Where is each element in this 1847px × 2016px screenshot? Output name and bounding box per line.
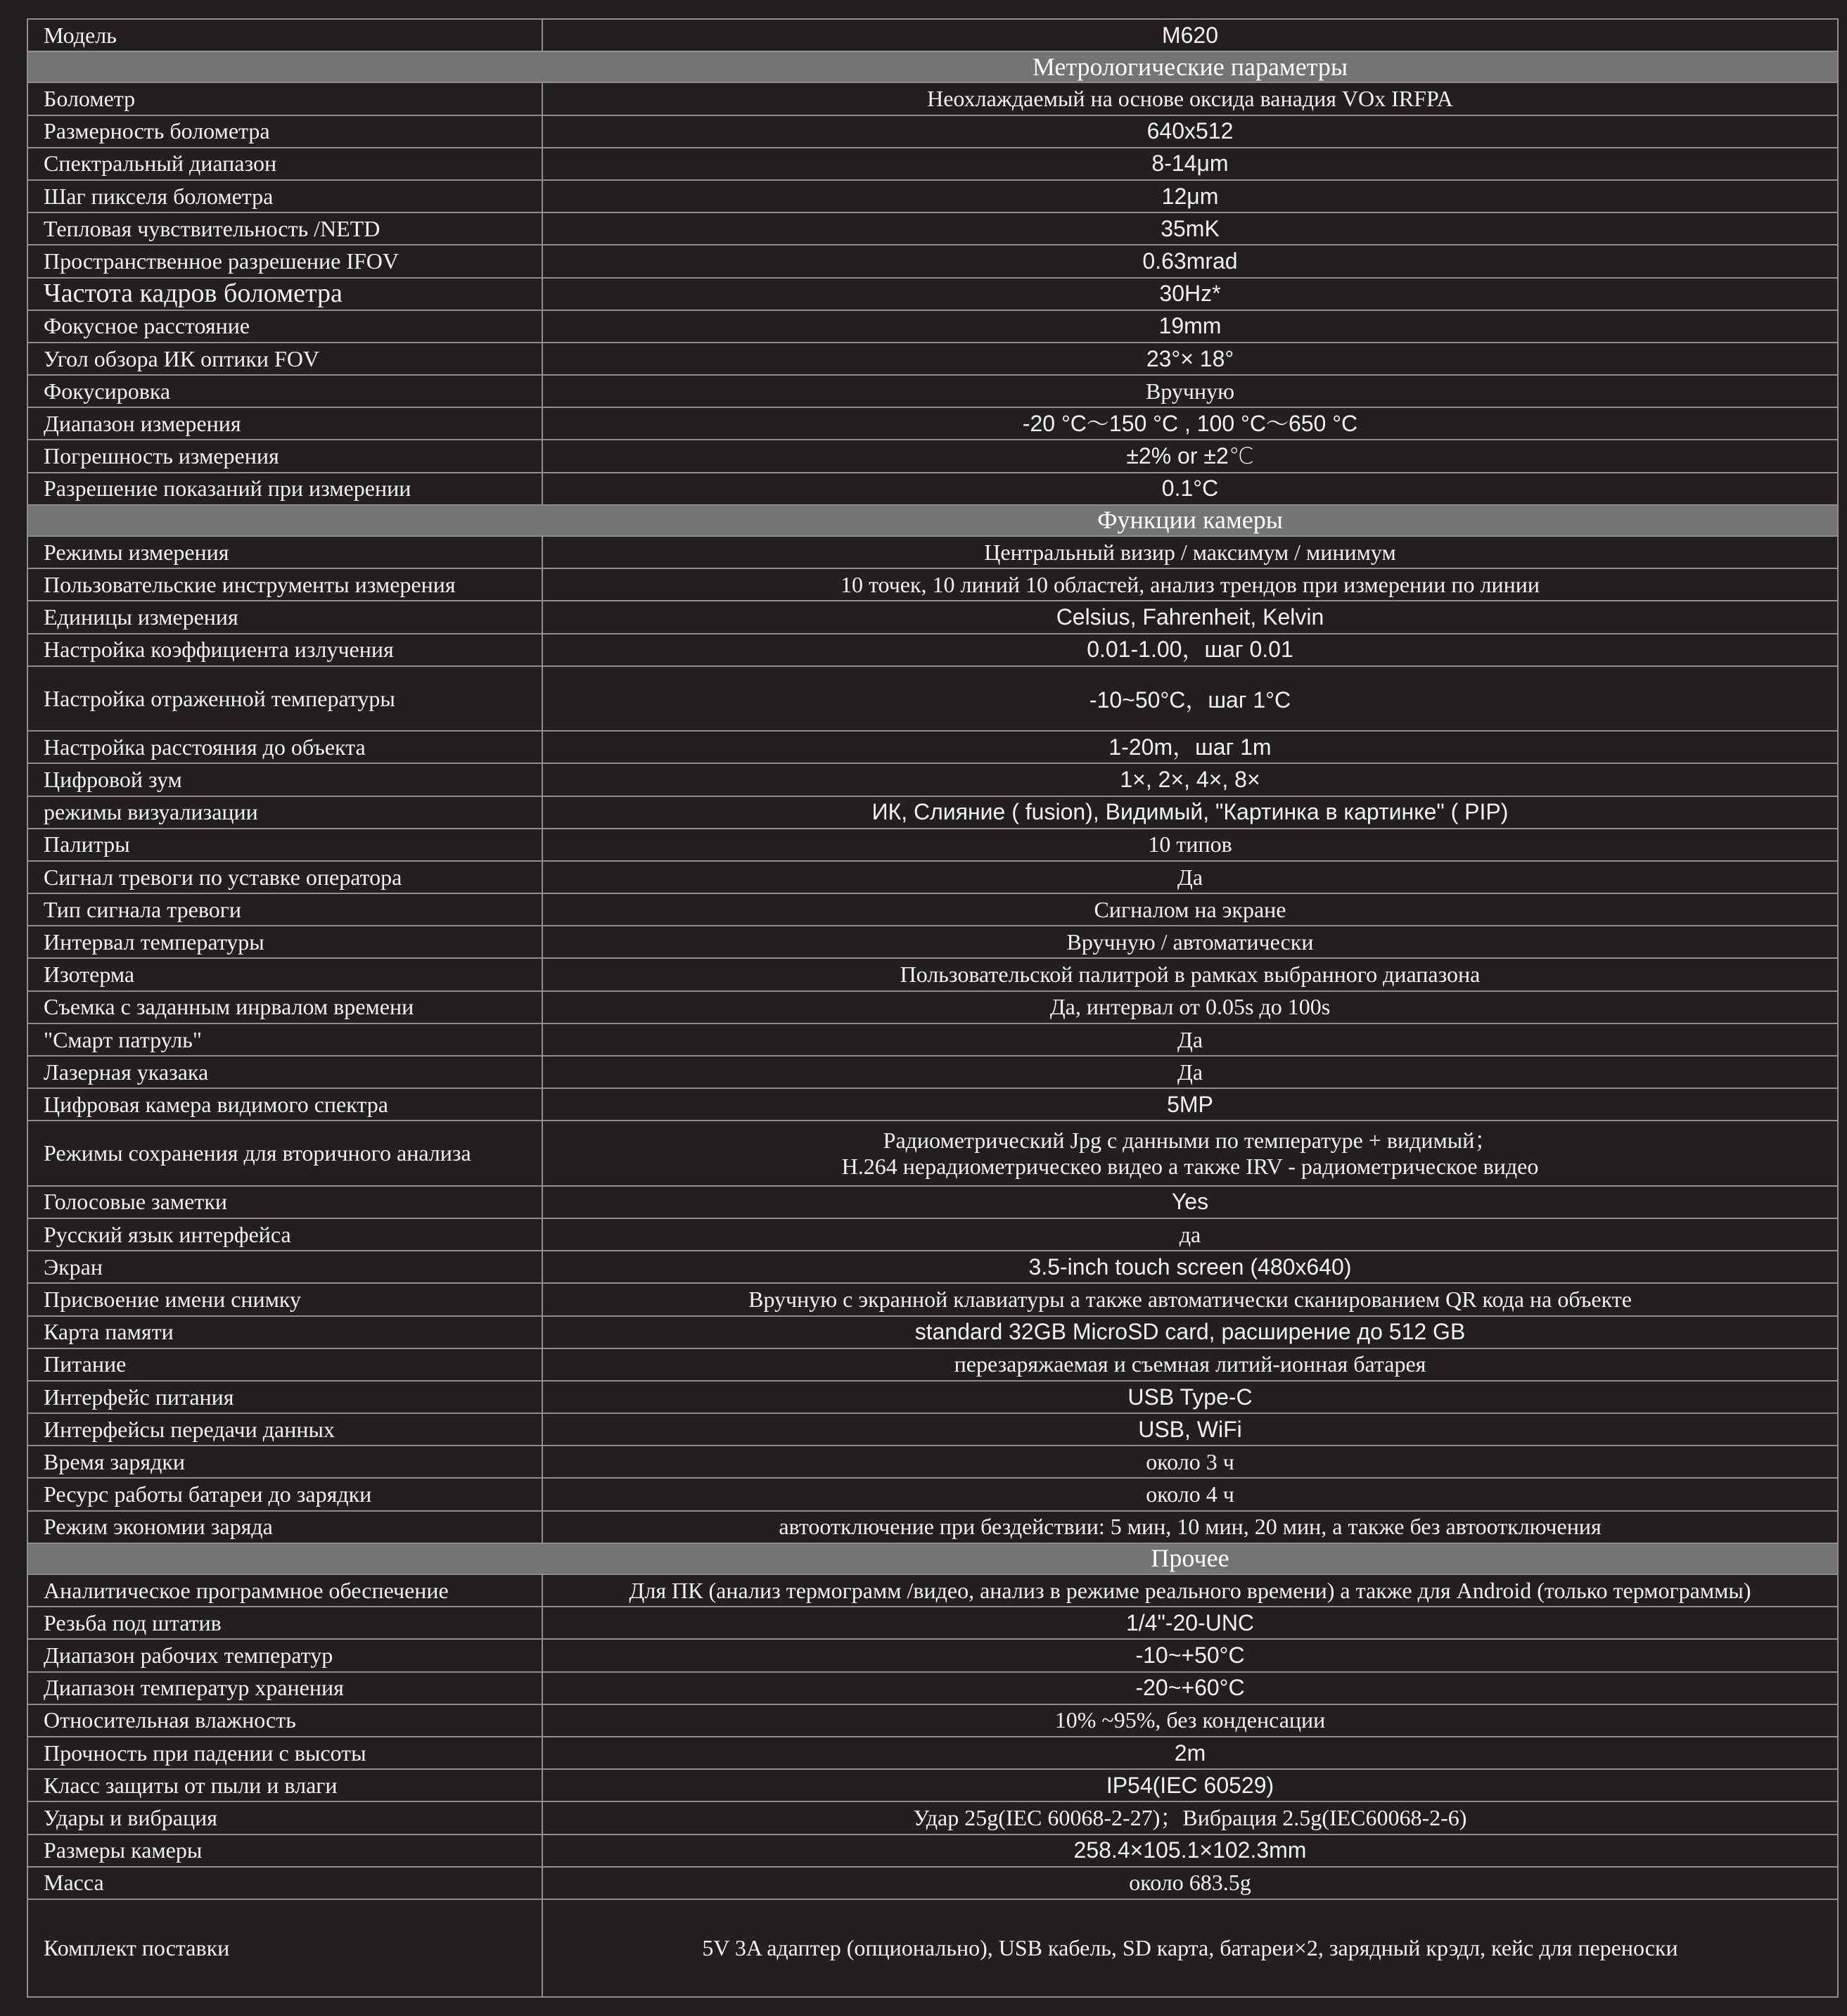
spec-row (27, 1186, 1838, 1218)
spec-label: Карта памяти (27, 1316, 542, 1348)
spec-row (27, 601, 1838, 633)
spec-label: Класс защиты от пыли и влаги (27, 1769, 542, 1801)
section-title: Прочее (27, 1543, 1838, 1574)
spec-value: 0.63mrad (542, 245, 1838, 277)
model-value: M620 (542, 19, 1838, 51)
spec-label: Удары и вибрация (27, 1801, 542, 1834)
spec-value: Вручную (542, 375, 1838, 407)
spec-row (27, 1316, 1838, 1348)
section-header (27, 51, 1838, 82)
spec-value: Неохлаждаемый на основе оксида ванадия VOx IRFPA (542, 82, 1838, 115)
spec-row (27, 666, 1838, 731)
spec-value: 640x512 (542, 115, 1838, 148)
spec-row (27, 1574, 1838, 1607)
section-header (27, 1543, 1838, 1574)
spec-row (27, 180, 1838, 212)
spec-row (27, 1899, 1838, 1997)
spec-row (27, 1801, 1838, 1834)
spec-label: Тепловая чувствительность /NETD (27, 212, 542, 245)
spec-value: перезаряжаемая и съемная литий-ионная батарея (542, 1348, 1838, 1381)
spec-value: Вручную / автоматически (542, 926, 1838, 958)
spec-row (27, 1867, 1838, 1899)
spec-row (27, 926, 1838, 958)
spec-label: Тип сигнала тревоги (27, 893, 542, 926)
spec-row (27, 82, 1838, 115)
spec-row (27, 148, 1838, 180)
spec-label: Интерфейс питания (27, 1381, 542, 1413)
spec-label: Аналитическое программное обеспечение (27, 1574, 542, 1607)
spec-value: ±2% or ±2℃ (542, 440, 1838, 472)
spec-label: Пользовательские инструменты измерения (27, 568, 542, 601)
spec-row (27, 1283, 1838, 1315)
spec-value: 2m (542, 1737, 1838, 1769)
spec-label: Цифровой зум (27, 763, 542, 796)
spec-row (27, 212, 1838, 245)
spec-value: Для ПК (анализ термограмм /видео, анализ в режиме реального времени) а также для Android (только термограммы) (542, 1574, 1838, 1607)
spec-value: standard 32GB MicroSD card, расширение до 512 GB (542, 1316, 1838, 1348)
spec-value: 35mK (542, 212, 1838, 245)
spec-label: Русский язык интерфейса (27, 1218, 542, 1251)
spec-value: 19mm (542, 310, 1838, 343)
spec-value: 23°× 18° (542, 343, 1838, 375)
spec-value: около 4 ч (542, 1478, 1838, 1510)
spec-value: USB, WiFi (542, 1413, 1838, 1446)
spec-value: 3.5-inch touch screen (480x640) (542, 1251, 1838, 1283)
spec-label: Настройка коэффициента излучения (27, 634, 542, 666)
spec-value: Да, интервал от 0.05s до 100s (542, 991, 1838, 1023)
spec-label: Относительная влажность (27, 1704, 542, 1737)
spec-row (27, 1381, 1838, 1413)
spec-label: Комплект поставки (27, 1899, 542, 1997)
spec-value: 5MP (542, 1088, 1838, 1121)
spec-row (27, 1413, 1838, 1446)
spec-label: Диапазон температур хранения (27, 1672, 542, 1704)
spec-row (27, 1737, 1838, 1769)
spec-label: Интерфейсы передачи данных (27, 1413, 542, 1446)
spec-row (27, 1704, 1838, 1737)
spec-row (27, 1218, 1838, 1251)
spec-value: Пользовательской палитрой в рамках выбранного диапазона (542, 958, 1838, 990)
spec-row (27, 1446, 1838, 1478)
spec-value: да (542, 1218, 1838, 1251)
spec-value: ИК, Слияние ( fusion), Видимый, "Картинка в картинке" ( PIP) (542, 796, 1838, 829)
spec-value: 0.01-1.00，шаг 0.01 (542, 634, 1838, 666)
spec-value (542, 1121, 1838, 1185)
spec-row (27, 1511, 1838, 1543)
spec-label: Время зарядки (27, 1446, 542, 1478)
spec-label: Погрешность измерения (27, 440, 542, 472)
spec-value-line: Радиометрический Jpg с данными по температуре + видимый； (883, 1127, 1497, 1153)
spec-row (27, 1607, 1838, 1639)
spec-row (27, 1023, 1838, 1056)
spec-label: Спектральный диапазон (27, 148, 542, 180)
spec-label: Голосовые заметки (27, 1186, 542, 1218)
spec-value: 8-14μm (542, 148, 1838, 180)
section-header (27, 505, 1838, 536)
spec-label: Пространственное разрешение IFOV (27, 245, 542, 277)
spec-row (27, 310, 1838, 343)
section-title: Функции камеры (27, 505, 1838, 536)
spec-label: Фокусировка (27, 375, 542, 407)
spec-value-line: H.264 нерадиометрическео видео а также IRV - радиометрическое видео (841, 1153, 1539, 1179)
spec-label: Диапазон измерения (27, 407, 542, 440)
spec-row (27, 1639, 1838, 1671)
spec-row (27, 1835, 1838, 1867)
spec-row (27, 731, 1838, 763)
spec-label: Ресурс работы батареи до зарядки (27, 1478, 542, 1510)
spec-label: Экран (27, 1251, 542, 1283)
spec-label: Режим экономии заряда (27, 1511, 542, 1543)
spec-value: около 683.5g (542, 1867, 1838, 1899)
spec-row (27, 536, 1838, 568)
spec-row (27, 1088, 1838, 1121)
spec-row (27, 245, 1838, 277)
spec-row (27, 115, 1838, 148)
spec-label: Размерность болометра (27, 115, 542, 148)
spec-value: 10 типов (542, 829, 1838, 861)
spec-value: Да (542, 1023, 1838, 1056)
spec-row (27, 1121, 1838, 1185)
spec-value: Удар 25g(IEC 60068-2-27)；Вибрация 2.5g(IEC60068-2-6) (542, 1801, 1838, 1834)
spec-row (27, 861, 1838, 893)
spec-value: Центральный визир / максимум / минимум (542, 536, 1838, 568)
spec-label: "Смарт патруль" (27, 1023, 542, 1056)
spec-label: Масса (27, 1867, 542, 1899)
spec-row (27, 568, 1838, 601)
spec-label: Единицы измерения (27, 601, 542, 633)
spec-row (27, 763, 1838, 796)
spec-value: -20~+60°C (542, 1672, 1838, 1704)
spec-row (27, 1672, 1838, 1704)
spec-label: Шаг пикселя болометра (27, 180, 542, 212)
spec-row (27, 1769, 1838, 1801)
spec-value: Celsius, Fahrenheit, Kelvin (542, 601, 1838, 633)
spec-row (27, 991, 1838, 1023)
spec-value: 10% ~95%, без конденсации (542, 1704, 1838, 1737)
spec-label: режимы визуализации (27, 796, 542, 829)
spec-value: Да (542, 861, 1838, 893)
model-label: Модель (27, 19, 542, 51)
spec-value: 1×, 2×, 4×, 8× (542, 763, 1838, 796)
spec-label: Цифровая камера видимого спектра (27, 1088, 542, 1121)
spec-value: -10~+50°C (542, 1639, 1838, 1671)
spec-label: Фокусное расстояние (27, 310, 542, 343)
spec-row (27, 958, 1838, 990)
spec-label: Лазерная указака (27, 1056, 542, 1088)
spec-value: 12μm (542, 180, 1838, 212)
spec-row (27, 440, 1838, 472)
spec-label: Диапазон рабочих температур (27, 1639, 542, 1671)
spec-value: автоотключение при бездействии: 5 мин, 10 мин, 20 мин, а также без автоотключения (542, 1511, 1838, 1543)
spec-value: 1-20m，шаг 1m (542, 731, 1838, 763)
spec-value: около 3 ч (542, 1446, 1838, 1478)
spec-label: Режимы измерения (27, 536, 542, 568)
spec-label: Частота кадров болометра (27, 278, 542, 310)
spec-label: Болометр (27, 82, 542, 115)
spec-label: Режимы сохранения для вторичного анализа (27, 1121, 542, 1185)
spec-label: Сигнал тревоги по уставке оператора (27, 861, 542, 893)
spec-label: Настройка расстояния до объекта (27, 731, 542, 763)
spec-row (27, 1251, 1838, 1283)
spec-row (27, 634, 1838, 666)
spec-value: Сигналом на экране (542, 893, 1838, 926)
spec-label: Резьба под штатив (27, 1607, 542, 1639)
spec-value: IP54(IEC 60529) (542, 1769, 1838, 1801)
spec-label: Присвоение имени снимку (27, 1283, 542, 1315)
spec-value: Вручную с экранной клавиатуры а также автоматически сканированием QR кода на объекте (542, 1283, 1838, 1315)
header-row (27, 19, 1838, 51)
spec-row (27, 893, 1838, 926)
spec-row (27, 1056, 1838, 1088)
section-title: Метрологические параметры (27, 51, 1838, 82)
spec-label: Изотерма (27, 958, 542, 990)
spec-label: Съемка с заданным инрвалом времени (27, 991, 542, 1023)
spec-row (27, 1348, 1838, 1381)
spec-value: USB Type-C (542, 1381, 1838, 1413)
spec-value: 10 точек, 10 линий 10 областей, анализ трендов при измерении по линии (542, 568, 1838, 601)
spec-value: Yes (542, 1186, 1838, 1218)
spec-label: Прочность при падении с высоты (27, 1737, 542, 1769)
spec-row (27, 796, 1838, 829)
spec-label: Разрешение показаний при измерении (27, 473, 542, 505)
spec-row (27, 829, 1838, 861)
spec-value: -10~50°C，шаг 1°C (542, 666, 1838, 731)
spec-value: Да (542, 1056, 1838, 1088)
spec-row (27, 473, 1838, 505)
spec-label: Питание (27, 1348, 542, 1381)
spec-value: 0.1°C (542, 473, 1838, 505)
spec-row (27, 407, 1838, 440)
spec-label: Палитры (27, 829, 542, 861)
spec-label: Настройка отраженной температуры (27, 666, 542, 731)
spec-value: 1/4"-20-UNC (542, 1607, 1838, 1639)
spec-value: -20 °C～150 °C , 100 °C～650 °C (542, 407, 1838, 440)
spec-row (27, 1478, 1838, 1510)
spec-value: 258.4×105.1×102.3mm (542, 1835, 1838, 1867)
spec-value: 5V 3A адаптер (опционально), USB кабель, SD карта, батареи×2, зарядный крэдл, кейс для переноски (542, 1899, 1838, 1997)
spec-label: Интервал температуры (27, 926, 542, 958)
spec-label: Размеры камеры (27, 1835, 542, 1867)
spec-table (27, 18, 1839, 1998)
spec-label: Угол обзора ИК оптики FOV (27, 343, 542, 375)
spec-value: 30Hz* (542, 278, 1838, 310)
spec-row (27, 375, 1838, 407)
spec-row (27, 343, 1838, 375)
spec-row (27, 278, 1838, 310)
